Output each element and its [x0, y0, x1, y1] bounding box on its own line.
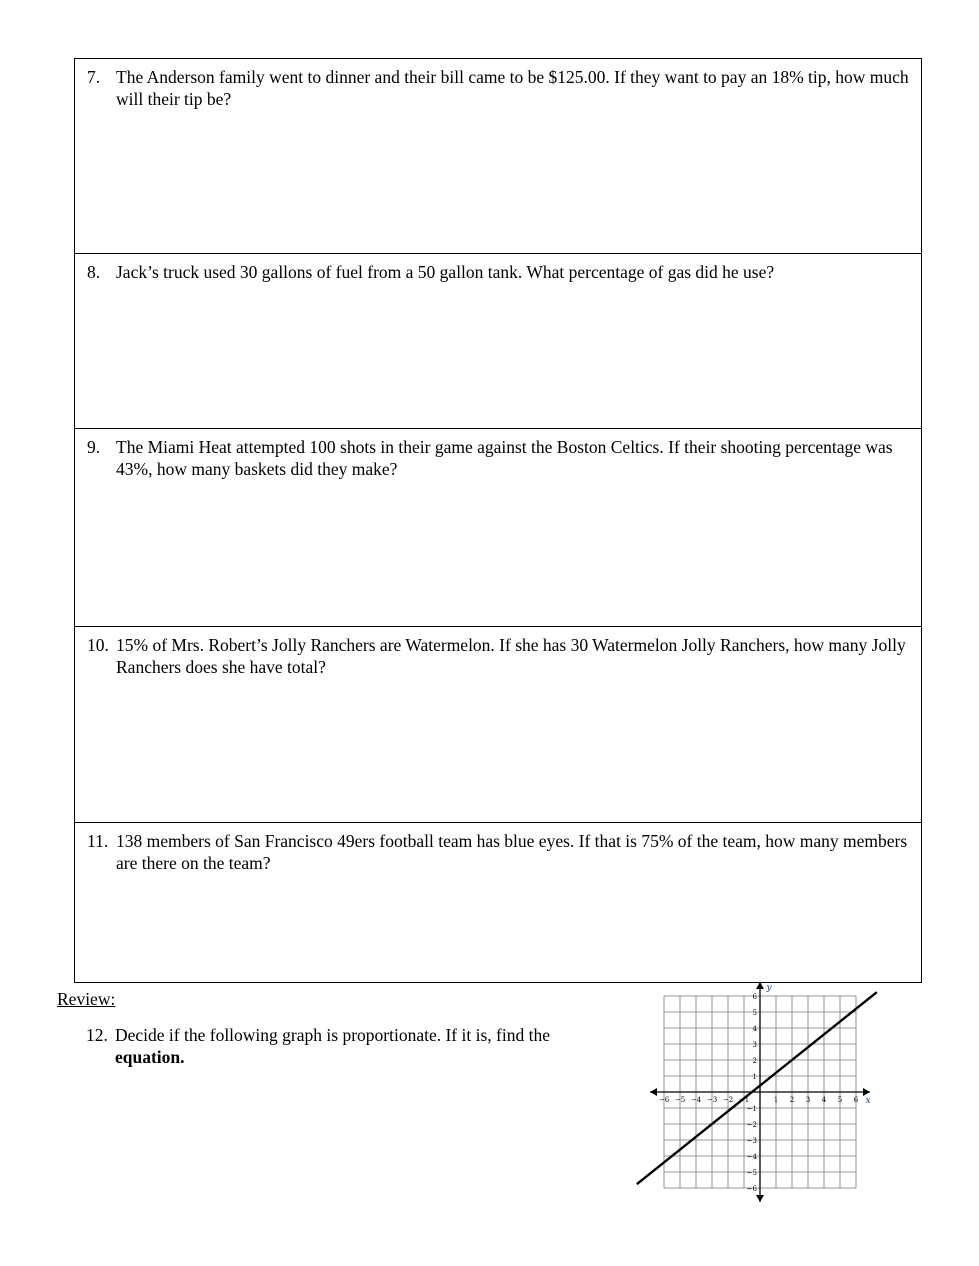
y-axis-arrow-up: [756, 982, 764, 989]
problem-text-main: Decide if the following graph is proportionate. If it is, find the: [115, 1025, 550, 1045]
x-tick-label: 3: [805, 1096, 811, 1104]
y-tick-label: −3: [746, 1137, 757, 1145]
y-tick-label: 5: [752, 1009, 757, 1017]
coordinate-graph: [630, 980, 890, 1205]
y-tick-label: 2: [752, 1057, 757, 1065]
problem-12: [86, 1024, 606, 1068]
problem-text-bold: equation.: [115, 1047, 185, 1067]
x-tick-label: −3: [706, 1096, 718, 1104]
problems-table: [74, 58, 922, 983]
problem-box-7: [75, 59, 921, 254]
x-tick-label: 4: [821, 1096, 827, 1104]
x-axis-label: x: [865, 1096, 871, 1106]
x-tick-label: 6: [853, 1096, 859, 1104]
y-axis-label: y: [766, 983, 772, 993]
y-tick-label: −6: [746, 1185, 757, 1193]
x-tick-label: −1: [738, 1096, 750, 1104]
problem-text: 138 members of San Francisco 49ers football team has blue eyes. If that is 75% of the team, how many members are there on the team?: [116, 831, 908, 873]
y-tick-label: −2: [746, 1121, 757, 1129]
problem-text: [115, 1024, 606, 1068]
problem-number: 10.: [87, 635, 109, 655]
y-tick-label: −4: [746, 1153, 757, 1161]
problem-text: The Miami Heat attempted 100 shots in their game against the Boston Celtics. If their shooting percentage was 43%, how many baskets did they make?: [116, 437, 893, 479]
x-tick-label: −5: [674, 1096, 686, 1104]
problem-number: 7.: [87, 67, 101, 87]
y-tick-label: 6: [752, 993, 757, 1001]
x-axis-arrow-right: [863, 1088, 870, 1096]
x-tick-label: −6: [658, 1096, 670, 1104]
problem-number: 12.: [86, 1025, 108, 1045]
y-axis-arrow-down: [756, 1195, 764, 1202]
problem-text: The Anderson family went to dinner and their bill came to be $125.00. If they want to pay an 18% tip, how much will their tip be?: [116, 67, 909, 109]
problem-box-9: [75, 429, 921, 627]
problem-number: 8.: [87, 262, 101, 282]
problem-8: [87, 261, 911, 283]
problem-number: 9.: [87, 437, 101, 457]
problem-number: 11.: [87, 831, 109, 851]
x-tick-label: 1: [773, 1096, 779, 1104]
y-tick-label: −5: [746, 1169, 757, 1177]
problem-9: [87, 436, 911, 480]
problem-10: [87, 634, 911, 678]
x-tick-label: 2: [789, 1096, 795, 1104]
y-tick-label: 4: [752, 1025, 757, 1033]
y-tick-label: 1: [752, 1073, 757, 1081]
y-tick-label: 3: [752, 1041, 757, 1049]
x-tick-label: −4: [690, 1096, 702, 1104]
review-heading: Review:: [57, 989, 116, 1009]
problem-11: [87, 830, 911, 874]
problem-box-10: [75, 627, 921, 823]
y-tick-label: −1: [746, 1105, 757, 1113]
x-tick-label: 5: [837, 1096, 843, 1104]
problem-box-8: [75, 254, 921, 429]
x-axis-arrow-left: [650, 1088, 657, 1096]
problem-text: Jack’s truck used 30 gallons of fuel from a 50 gallon tank. What percentage of gas did he use?: [116, 262, 775, 282]
x-tick-label: −2: [722, 1096, 734, 1104]
problem-7: [87, 66, 911, 110]
problem-box-11: [75, 823, 921, 984]
problem-text: 15% of Mrs. Robert’s Jolly Ranchers are Watermelon. If she has 30 Watermelon Jolly Ranchers, how many Jolly Ranchers does she have total?: [116, 635, 906, 677]
